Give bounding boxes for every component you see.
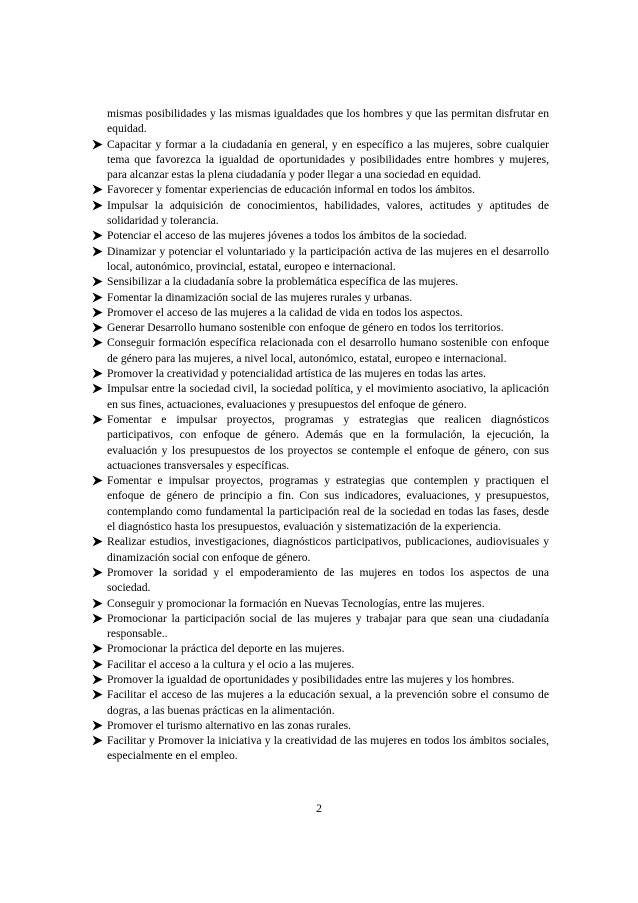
- list-item-text: Generar Desarrollo humano sostenible con enfoque de género en todos los territorios.: [107, 321, 504, 335]
- arrowhead-bullet-icon: [92, 383, 103, 394]
- arrowhead-bullet-icon: [92, 246, 103, 257]
- list-item-text: Fomentar la dinamización social de las mujeres rurales y urbanas.: [107, 290, 413, 304]
- list-item: [92, 137, 549, 183]
- arrowhead-bullet-icon: [92, 414, 103, 425]
- list-item-text: Fomentar e impulsar proyectos, programas y estrategias que contemplen y practiquen el enfoque de género de principio a fin. Con sus indicadores, evaluaciones, y presupuestos, contemplando como fundamental la participación real de la sociedad en todas las fases, desde el diagnóstico hasta los presupuestos, evaluación y sistematización de la experiencia.: [107, 474, 549, 534]
- list-item-text: Realizar estudios, investigaciones, diagnósticos participativos, publicaciones, audiovisuales y dinamización social con enfoque de género.: [107, 535, 549, 564]
- list-item-text: Conseguir y promocionar la formación en Nuevas Tecnologías, entre las mujeres.: [107, 596, 485, 610]
- continuation-paragraph: mismas posibilidades y las mismas igualdades que los hombres y que las permitan disfrutar en equidad.: [107, 107, 549, 136]
- arrowhead-bullet-icon: [92, 337, 103, 348]
- arrowhead-bullet-icon: [92, 567, 103, 578]
- list-item: [92, 565, 549, 596]
- arrowhead-bullet-icon: [92, 613, 103, 624]
- objectives-list: [92, 137, 549, 764]
- list-item: [92, 412, 549, 473]
- arrowhead-bullet-icon: [92, 674, 103, 685]
- page-number: 2: [316, 802, 322, 815]
- list-item: [92, 718, 549, 733]
- list-item-text: Sensibilizar a la ciudadanía sobre la problemática específica de las mujeres.: [107, 275, 459, 289]
- list-item-text: Promocionar la práctica del deporte en las mujeres.: [107, 642, 345, 656]
- list-item-text: Facilitar el acceso a la cultura y el ocio a las mujeres.: [107, 657, 355, 671]
- list-item-text: Conseguir formación específica relacionada con el desarrollo humano sostenible con enfoque de género para las mujeres, a nivel local, autonómico, estatal, europeo e internacional.: [107, 336, 549, 365]
- list-item: [92, 335, 549, 366]
- list-item-text: Promocionar la participación social de las mujeres y trabajar para que sean una ciudadanía responsable..: [107, 611, 549, 641]
- arrowhead-bullet-icon: [92, 276, 103, 287]
- list-item: [92, 244, 549, 275]
- list-item-text: Favorecer y fomentar experiencias de educación informal en todos los ámbitos.: [107, 183, 475, 197]
- list-item: [92, 657, 549, 672]
- list-item-text: Capacitar y formar a la ciudadanía en general, y en específico a las mujeres, sobre cualquier tema que favorezca la igualdad de oportunidades y posibilidades entre hombres y mujeres, para alcanzar estas la plena ciudadanía y poder llegar a una sociedad en equidad.: [107, 137, 549, 182]
- list-item-text: Potenciar el acceso de las mujeres jóvenes a todos los ámbitos de la sociedad.: [107, 229, 467, 243]
- list-item: [92, 672, 549, 687]
- arrowhead-bullet-icon: [92, 735, 103, 746]
- list-item: [92, 473, 549, 534]
- arrowhead-bullet-icon: [92, 292, 103, 303]
- arrowhead-bullet-icon: [92, 200, 103, 211]
- list-item-text: Dinamizar y potenciar el voluntariado y la participación activa de las mujeres en el desarrollo local, autonómico, provincial, estatal, europeo e internacional.: [107, 244, 549, 273]
- list-item: [92, 182, 549, 197]
- list-item: [92, 366, 549, 381]
- list-item-text: Impulsar entre la sociedad civil, la sociedad política, y el movimiento asociativo, la aplicación en sus fines, actuaciones, evaluaciones y presupuestos del enfoque de género.: [107, 382, 549, 411]
- arrowhead-bullet-icon: [92, 475, 103, 486]
- list-item-text: Promover la soridad y el empoderamiento de las mujeres en todos los aspectos de una sociedad.: [107, 565, 549, 595]
- list-item: [92, 198, 549, 229]
- list-item: [92, 305, 549, 320]
- list-item: [92, 228, 549, 243]
- list-item: [92, 641, 549, 656]
- page-body: [92, 106, 549, 764]
- list-item: [92, 733, 549, 764]
- list-item-text: Promover el turismo alternativo en las zonas rurales.: [107, 718, 352, 732]
- arrowhead-bullet-icon: [92, 322, 103, 333]
- arrowhead-bullet-icon: [92, 720, 103, 731]
- list-item: [92, 320, 549, 335]
- list-item-text: Promover la creatividad y potencialidad artística de las mujeres en todas las artes.: [107, 367, 486, 381]
- arrowhead-bullet-icon: [92, 643, 103, 654]
- list-item: [92, 290, 549, 305]
- list-item: [92, 274, 549, 289]
- arrowhead-bullet-icon: [92, 139, 103, 150]
- list-item: [92, 611, 549, 642]
- list-item-text: Impulsar la adquisición de conocimientos, habilidades, valores, actitudes y aptitudes de solidaridad y tolerancia.: [107, 198, 549, 228]
- arrowhead-bullet-icon: [92, 536, 103, 547]
- arrowhead-bullet-icon: [92, 659, 103, 670]
- list-item: [92, 381, 549, 412]
- list-item: [92, 687, 549, 718]
- arrowhead-bullet-icon: [92, 184, 103, 195]
- list-item-text: Fomentar e impulsar proyectos, programas y estrategias que realicen diagnósticos participativos, con enfoque de género. Además que en la formulación, la ejecución, la evaluación y los presupuestos de los proyectos se contemple el enfoque de género, con sus actuaciones transversales y específicas.: [107, 412, 549, 472]
- list-item: [92, 596, 549, 611]
- list-item-text: Facilitar y Promover la iniciativa y la creatividad de las mujeres en todos los ámbitos sociales, especialmente en el empleo.: [107, 734, 549, 763]
- list-item-text: Promover la igualdad de oportunidades y posibilidades entre las mujeres y los hombres.: [107, 672, 515, 686]
- list-item-text: Facilitar el acceso de las mujeres a la educación sexual, a la prevención sobre el consumo de dogras, a las buenas prácticas en la alimentación.: [107, 688, 549, 717]
- arrowhead-bullet-icon: [92, 598, 103, 609]
- arrowhead-bullet-icon: [92, 307, 103, 318]
- arrowhead-bullet-icon: [92, 230, 103, 241]
- arrowhead-bullet-icon: [92, 689, 103, 700]
- list-item: [92, 534, 549, 565]
- list-item-text: Promover el acceso de las mujeres a la calidad de vida en todos los aspectos.: [107, 305, 463, 319]
- arrowhead-bullet-icon: [92, 368, 103, 379]
